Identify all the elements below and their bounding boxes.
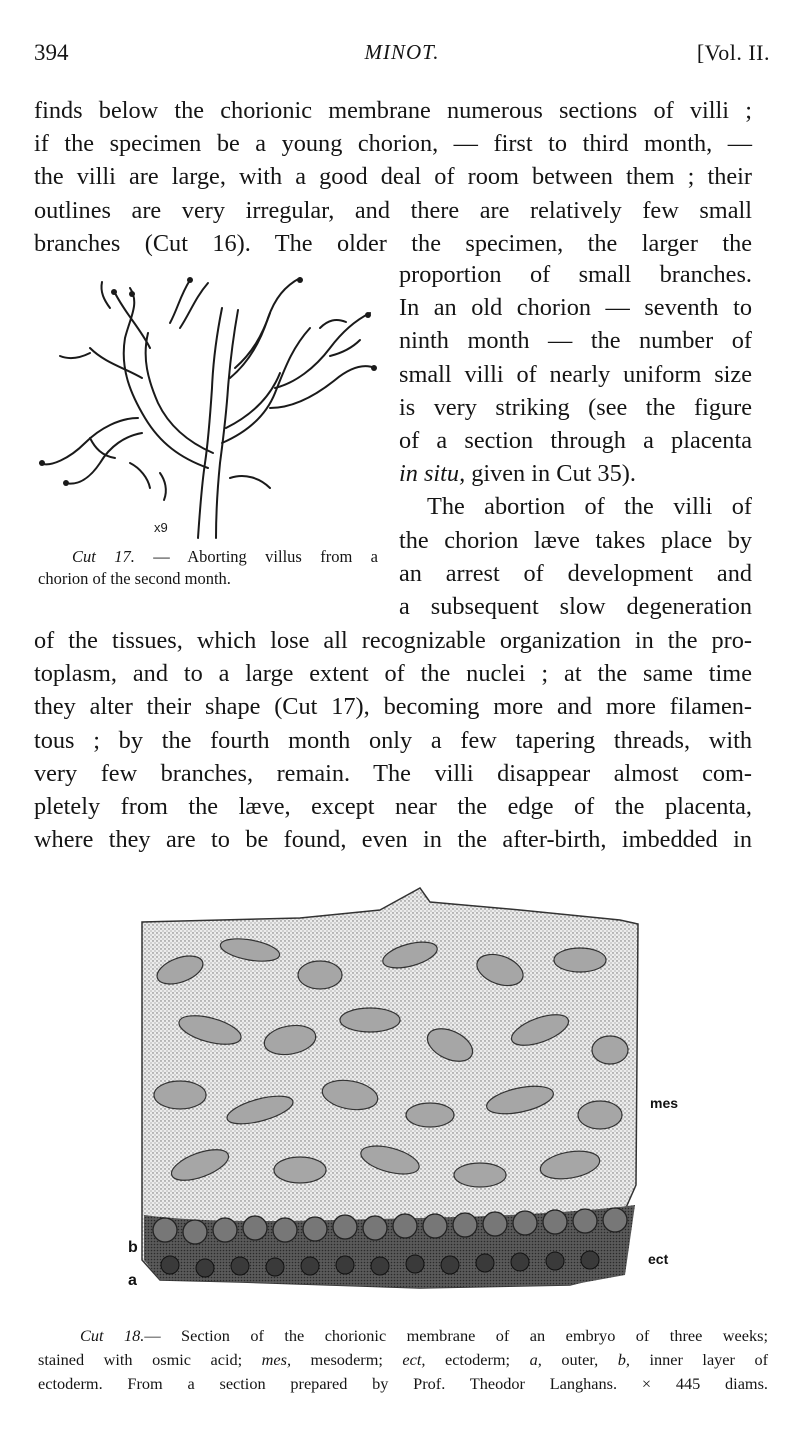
caption-text: — Aborting villus from a bbox=[153, 547, 379, 566]
text-line: finds below the chorionic membrane numerous sections of villi ; bbox=[34, 97, 752, 124]
label-ect: ect bbox=[648, 1251, 669, 1267]
text-line: small villi of nearly uniform size bbox=[399, 360, 752, 388]
text-line bbox=[399, 457, 752, 490]
caption-line bbox=[38, 546, 378, 568]
text-line: tous ; by the fourth month only a few tapering threads, with bbox=[34, 726, 752, 754]
caption-line bbox=[38, 1348, 768, 1372]
paragraph-tissue-degeneration bbox=[34, 624, 752, 856]
text-line: where they are to be found, even in the after-birth, imbedded in bbox=[34, 826, 752, 854]
text-line: if the specimen be a young chorion, — first to third month, — bbox=[34, 130, 752, 158]
text-line: of the tissues, which lose all recognizable organization in the pro- bbox=[34, 627, 752, 654]
running-title: MINOT. bbox=[364, 40, 440, 64]
text-line: they alter their shape (Cut 17), becoming more and more filamen- bbox=[34, 693, 752, 721]
caption-line: chorion of the second month. bbox=[38, 569, 231, 588]
page-header bbox=[34, 40, 770, 70]
caption-text: mesoderm; bbox=[291, 1350, 403, 1369]
text-line: is very striking (see the figure bbox=[399, 393, 752, 421]
label-b: b bbox=[128, 1239, 138, 1256]
volume-label: [Vol. II. bbox=[696, 40, 770, 65]
italic-text: in situ, bbox=[399, 460, 466, 488]
text-line: ninth month — the number of bbox=[399, 327, 752, 355]
caption-italic: ect, bbox=[402, 1350, 426, 1369]
text-line: an arrest of development and bbox=[399, 559, 752, 587]
magnification-label: x9 bbox=[154, 520, 168, 535]
label-mes: mes bbox=[650, 1095, 679, 1111]
text-line: branches (Cut 16). The older the specimen, the larger the bbox=[34, 229, 752, 257]
caption-italic: mes, bbox=[261, 1350, 292, 1369]
caption-cut-17 bbox=[38, 546, 378, 590]
caption-italic: b, bbox=[617, 1350, 630, 1369]
label-a: a bbox=[128, 1272, 137, 1289]
caption-label: Cut 18. bbox=[80, 1326, 145, 1345]
text-fragment: given in Cut 35). bbox=[465, 460, 636, 488]
villus-illustration bbox=[30, 268, 380, 540]
caption-text: — Section of the chorionic membrane of an embryo of three weeks; bbox=[144, 1326, 768, 1345]
text-line: the chorion læve takes place by bbox=[399, 526, 752, 554]
membrane-section-illustration bbox=[120, 880, 700, 1310]
text-line: a subsequent slow degeneration bbox=[399, 593, 752, 621]
caption-text: outer, bbox=[541, 1350, 618, 1369]
text-line: proportion of small branches. bbox=[399, 261, 752, 288]
caption-label: Cut 17. bbox=[72, 547, 135, 566]
paragraph-villi-sections bbox=[34, 94, 752, 260]
caption-text: ectoderm; bbox=[425, 1350, 530, 1369]
text-line: of a section through a placenta bbox=[399, 427, 752, 455]
page-number: 394 bbox=[34, 40, 69, 65]
paragraph-old-chorion bbox=[399, 258, 752, 623]
caption-text: stained with osmic acid; bbox=[38, 1350, 262, 1369]
text-line: In an old chorion — seventh to bbox=[399, 294, 752, 322]
caption-text: inner layer of bbox=[629, 1350, 769, 1369]
text-line: The abortion of the villi of bbox=[427, 493, 752, 521]
text-line: the villi are large, with a good deal of room between them ; their bbox=[34, 163, 752, 191]
caption-line: ectoderm. From a section prepared by Prof. Theodor Langhans. × 445 diams. bbox=[38, 1374, 768, 1393]
caption-line bbox=[38, 1324, 768, 1348]
text-line: outlines are very irregular, and there are relatively few small bbox=[34, 196, 752, 224]
caption-cut-18 bbox=[38, 1324, 768, 1396]
text-line: toplasm, and to a large extent of the nuclei ; at the same time bbox=[34, 660, 752, 688]
text-line: pletely from the læve, except near the edge of the placenta, bbox=[34, 793, 752, 821]
caption-italic: a, bbox=[529, 1350, 542, 1369]
text-line: very few branches, remain. The villi disappear almost com- bbox=[34, 759, 752, 787]
